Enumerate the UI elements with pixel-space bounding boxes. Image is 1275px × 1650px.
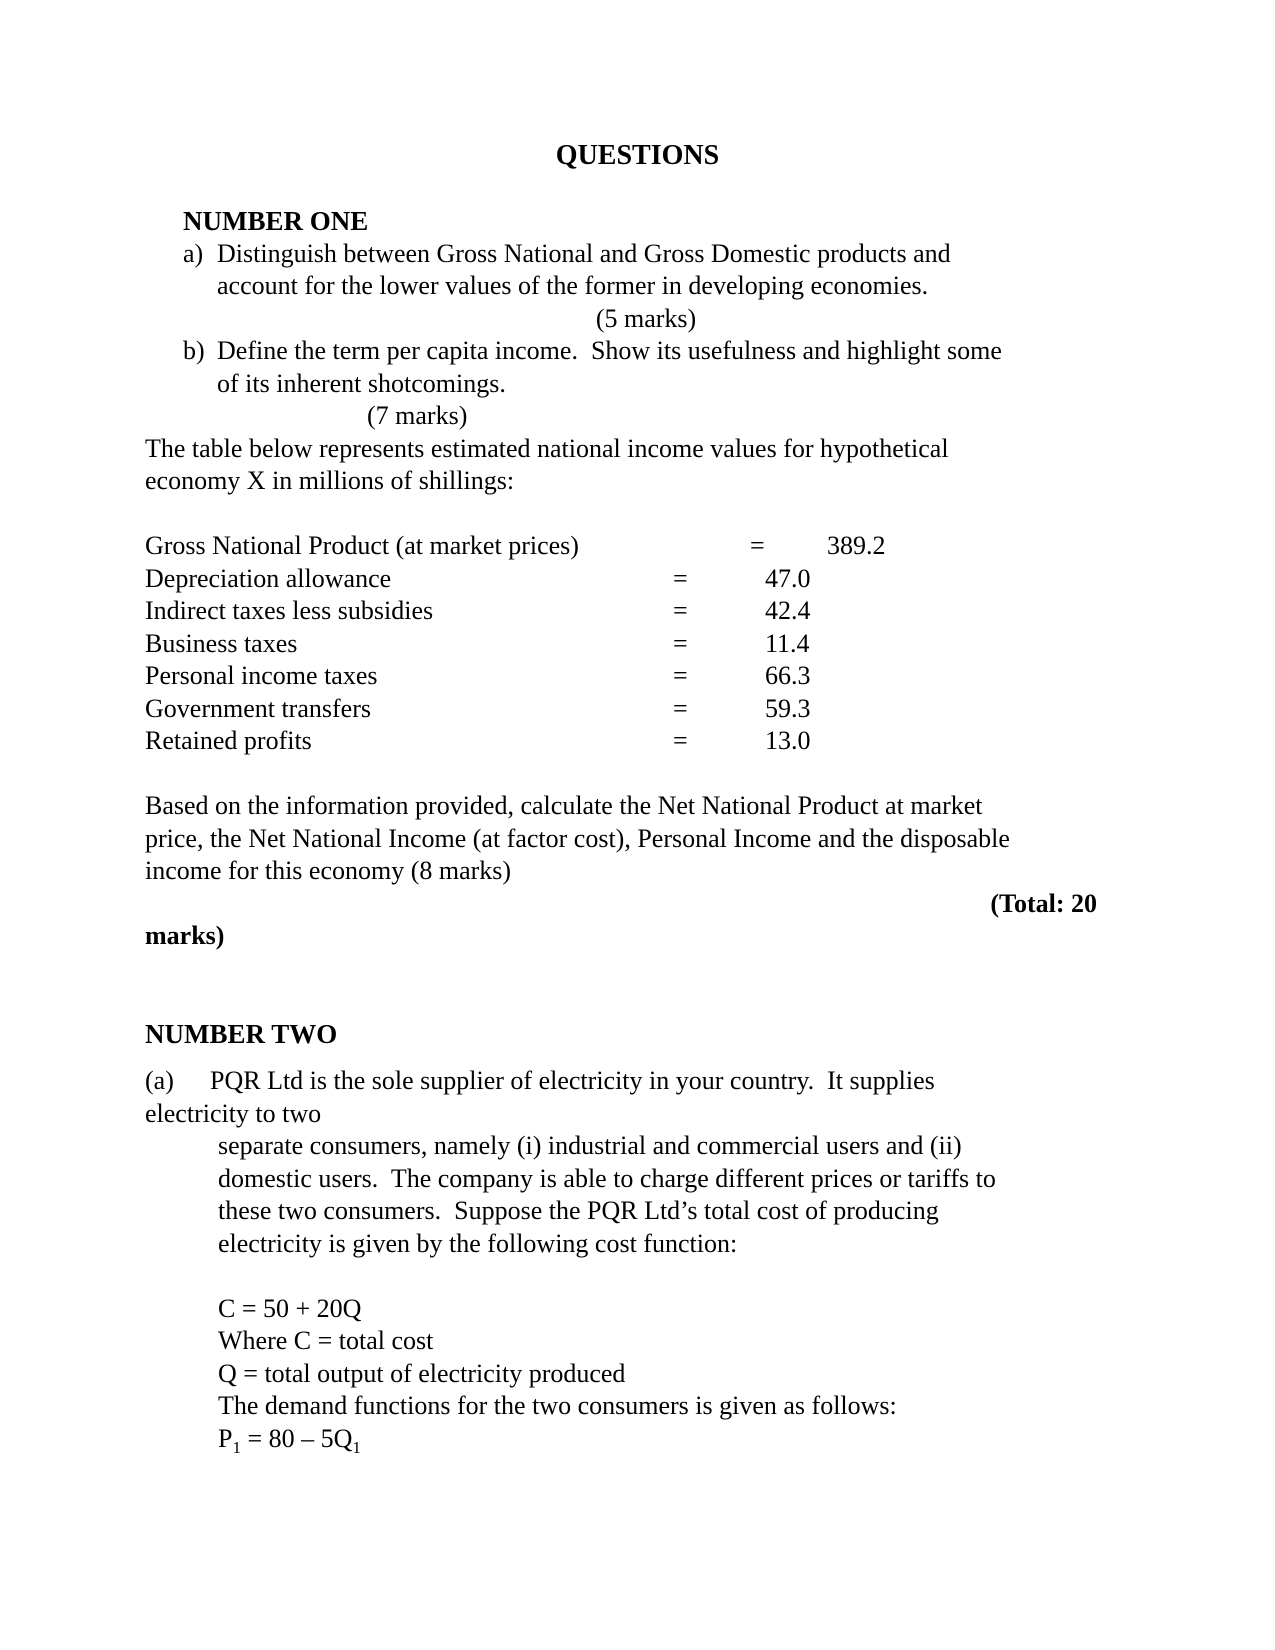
p1-mid: = 80 – 5Q [240, 1423, 353, 1453]
p1-subscript-2: 1 [352, 1437, 361, 1457]
table-row-label: Gross National Product (at market prices) [145, 531, 579, 560]
table-intro-line-1: The table below represents estimated national income values for hypothetical [145, 433, 949, 463]
spacer-line [145, 1260, 1130, 1293]
task-line-1: Based on the information provided, calculate the Net National Product at market [145, 791, 983, 820]
demand-equation-p1 [145, 1423, 1130, 1456]
table-row-value: 389.2 [827, 531, 886, 560]
table-row [145, 530, 1130, 563]
spacer-line [145, 498, 1130, 531]
question-1a-marks: (5 marks) [595, 303, 697, 333]
task-line-2: price, the Net National Income (at factor cost), Personal Income and the disposable [145, 823, 1010, 853]
question-1a-text-2: account for the lower values of the former in developing economies. [217, 271, 929, 300]
question-2a-body-line-3: these two consumers. Suppose the PQR Ltd’s total cost of producing [218, 1196, 939, 1225]
equals-sign: = [673, 661, 688, 690]
page-title: QUESTIONS [555, 140, 720, 171]
table-row-value: 66.3 [765, 661, 811, 690]
question-1b-line-2 [145, 368, 1130, 401]
table-row-value: 13.0 [765, 726, 811, 755]
table-row [145, 595, 1130, 628]
table-row-label: Government transfers [145, 693, 371, 723]
table-row-value: 11.4 [765, 628, 810, 658]
number-two-heading: NUMBER TWO [145, 1018, 338, 1049]
list-marker-b: b) [183, 336, 205, 365]
equals-sign: = [673, 628, 688, 658]
cost-function-equation: C = 50 + 20Q [218, 1293, 362, 1323]
spacer-line [145, 953, 1130, 986]
q-definition-line: Q = total output of electricity produced [218, 1358, 626, 1388]
p1-base: P [218, 1423, 233, 1453]
equals-sign: = [673, 726, 688, 755]
document-content [145, 140, 1130, 1455]
question-1a-line-1 [145, 238, 1130, 271]
number-one-heading: NUMBER ONE [183, 206, 369, 236]
table-row [145, 725, 1130, 758]
equals-sign: = [673, 596, 688, 625]
spacer [145, 1050, 1130, 1065]
question-2a-body-line-2: domestic users. The company is able to charge different prices or tariffs to [218, 1163, 996, 1193]
task-line-3: income for this economy (8 marks) [145, 856, 512, 885]
question-2a-line-2: electricity to two [145, 1098, 322, 1128]
spacer-line [145, 985, 1130, 1018]
table-row [145, 628, 1130, 661]
equals-sign: = [673, 563, 688, 593]
table-row-label: Retained profits [145, 726, 312, 755]
question-1b-line-1 [145, 335, 1130, 368]
question-1b-marks: (7 marks) [367, 401, 468, 430]
spacer-line [145, 758, 1130, 791]
demand-intro-line: The demand functions for the two consumers is given as follows: [218, 1391, 897, 1420]
part-marker-a: (a) [145, 1066, 174, 1095]
table-row [145, 693, 1130, 726]
question-2a-line-1 [145, 1065, 1130, 1098]
table-row [145, 660, 1130, 693]
total-marks-right: (Total: 20 [990, 888, 1097, 918]
question-2a-body-line-4: electricity is given by the following cost function: [218, 1228, 738, 1258]
equals-sign: = [673, 693, 688, 723]
p1-subscript-1: 1 [232, 1437, 241, 1457]
list-marker-a: a) [183, 238, 204, 268]
total-marks-continuation: marks) [145, 921, 225, 950]
question-1a-text-1: Distinguish between Gross National and Gross Domestic products and [217, 238, 951, 268]
c-definition-line: Where C = total cost [218, 1326, 434, 1355]
table-row-value: 59.3 [765, 693, 811, 723]
question-1b-text-1: Define the term per capita income. Show its usefulness and highlight some [217, 336, 1002, 365]
table-row-label: Personal income taxes [145, 661, 378, 690]
spacer-line [145, 173, 1130, 206]
table-row-value: 42.4 [765, 596, 811, 625]
table-intro-line-2: economy X in millions of shillings: [145, 466, 515, 495]
table-row-label: Indirect taxes less subsidies [145, 596, 434, 625]
question-2a-body-line-1: separate consumers, namely (i) industrial and commercial users and (ii) [218, 1131, 962, 1160]
table-row [145, 563, 1130, 596]
table-row-label: Business taxes [145, 628, 298, 658]
table-row-label: Depreciation allowance [145, 563, 392, 593]
question-1b-text-2: of its inherent shotcomings. [217, 368, 506, 398]
table-row-value: 47.0 [765, 563, 811, 593]
question-1a-line-2 [145, 270, 1130, 303]
question-2a-text-1: PQR Ltd is the sole supplier of electricity in your country. It supplies [210, 1066, 935, 1095]
equals-sign: = [750, 531, 765, 560]
